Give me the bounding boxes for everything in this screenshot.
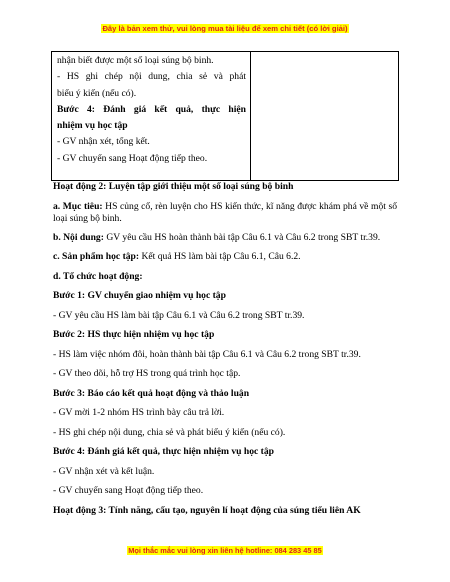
product-paragraph xyxy=(53,251,397,263)
goal-label: a. Mục tiêu: xyxy=(53,200,103,212)
table-line: Bước 4: Đánh giá kết quả, thực hiện xyxy=(57,103,246,115)
step3-line: - HS ghi chép nội dung, chia sẻ và phát biểu ý kiến (nếu có). xyxy=(53,426,286,438)
hotline-footer xyxy=(0,546,450,555)
table-line: - GV nhận xét, tổng kết. xyxy=(57,136,150,148)
table-line: nhiệm vụ học tập xyxy=(57,120,128,132)
table-line: biểu ý kiến (nếu có). xyxy=(57,87,137,99)
product-label: c. Sản phẩm học tập: xyxy=(53,251,140,262)
preview-banner xyxy=(0,24,450,33)
step4-line: - GV chuyển sang Hoạt động tiếp theo. xyxy=(53,485,204,496)
product-text: Kết quả HS làm bài tập Câu 6.1, Câu 6.2. xyxy=(139,251,301,262)
content-label: b. Nội dung: xyxy=(53,231,104,243)
step2-line: - HS làm việc nhóm đôi, hoàn thành bài tập Câu 6.1 và Câu 6.2 trong SBT tr.39. xyxy=(53,348,361,360)
activity-table xyxy=(51,51,399,181)
step3-line: - GV mời 1-2 nhóm HS trình bày câu trả lời. xyxy=(53,407,225,418)
hotline-footer-text: Mọi thắc mắc vui lòng xin liên hệ hotline: 084 283 45 85 xyxy=(128,546,322,555)
table-right-cell xyxy=(251,52,399,181)
table-line: nhận biết được một số loại súng bộ binh. xyxy=(57,55,214,66)
organization-heading: d. Tổ chức hoạt động: xyxy=(53,270,143,282)
step3-heading: Bước 3: Báo cáo kết quả hoạt động và thảo luận xyxy=(53,387,250,399)
table-line: - HS ghi chép nội dung, chia sẻ và phát xyxy=(57,71,246,83)
step1-heading: Bước 1: GV chuyển giao nhiệm vụ học tập xyxy=(53,290,226,301)
content-text: GV yêu cầu HS hoàn thành bài tập Câu 6.1 và Câu 6.2 trong SBT tr.39. xyxy=(103,231,381,243)
goal-paragraph xyxy=(53,201,397,225)
activity3-heading: Hoạt động 3: Tính năng, cấu tạo, nguyên lí hoạt động của súng tiểu liên AK xyxy=(53,504,361,516)
step2-heading: Bước 2: HS thực hiện nhiệm vụ học tập xyxy=(53,329,215,340)
activity2-heading: Hoạt động 2: Luyện tập giới thiệu một số loại súng bộ binh xyxy=(53,181,294,192)
table-line: - GV chuyển sang Hoạt động tiếp theo. xyxy=(57,152,208,164)
step4-heading: Bước 4: Đánh giá kết quả, thực hiện nhiệm vụ học tập xyxy=(53,446,274,457)
content-paragraph xyxy=(53,232,397,244)
step4-line: - GV nhận xét và kết luận. xyxy=(53,465,155,477)
step1-line: - GV yêu cầu HS làm bài tập Câu 6.1 và Câu 6.2 trong SBT tr.39. xyxy=(53,309,305,321)
goal-text: HS củng cố, rèn luyện cho HS kiến thức, kĩ năng được khám phá về một số loại súng bộ binh. xyxy=(53,200,397,224)
document-body xyxy=(53,181,397,524)
step2-line: - GV theo dõi, hỗ trợ HS trong quá trình học tập. xyxy=(53,368,241,379)
table-left-cell xyxy=(52,52,251,181)
preview-banner-text: Đây là bản xem thử, vui lòng mua tài liệu để xem chi tiết (có lời giải) xyxy=(102,24,348,33)
